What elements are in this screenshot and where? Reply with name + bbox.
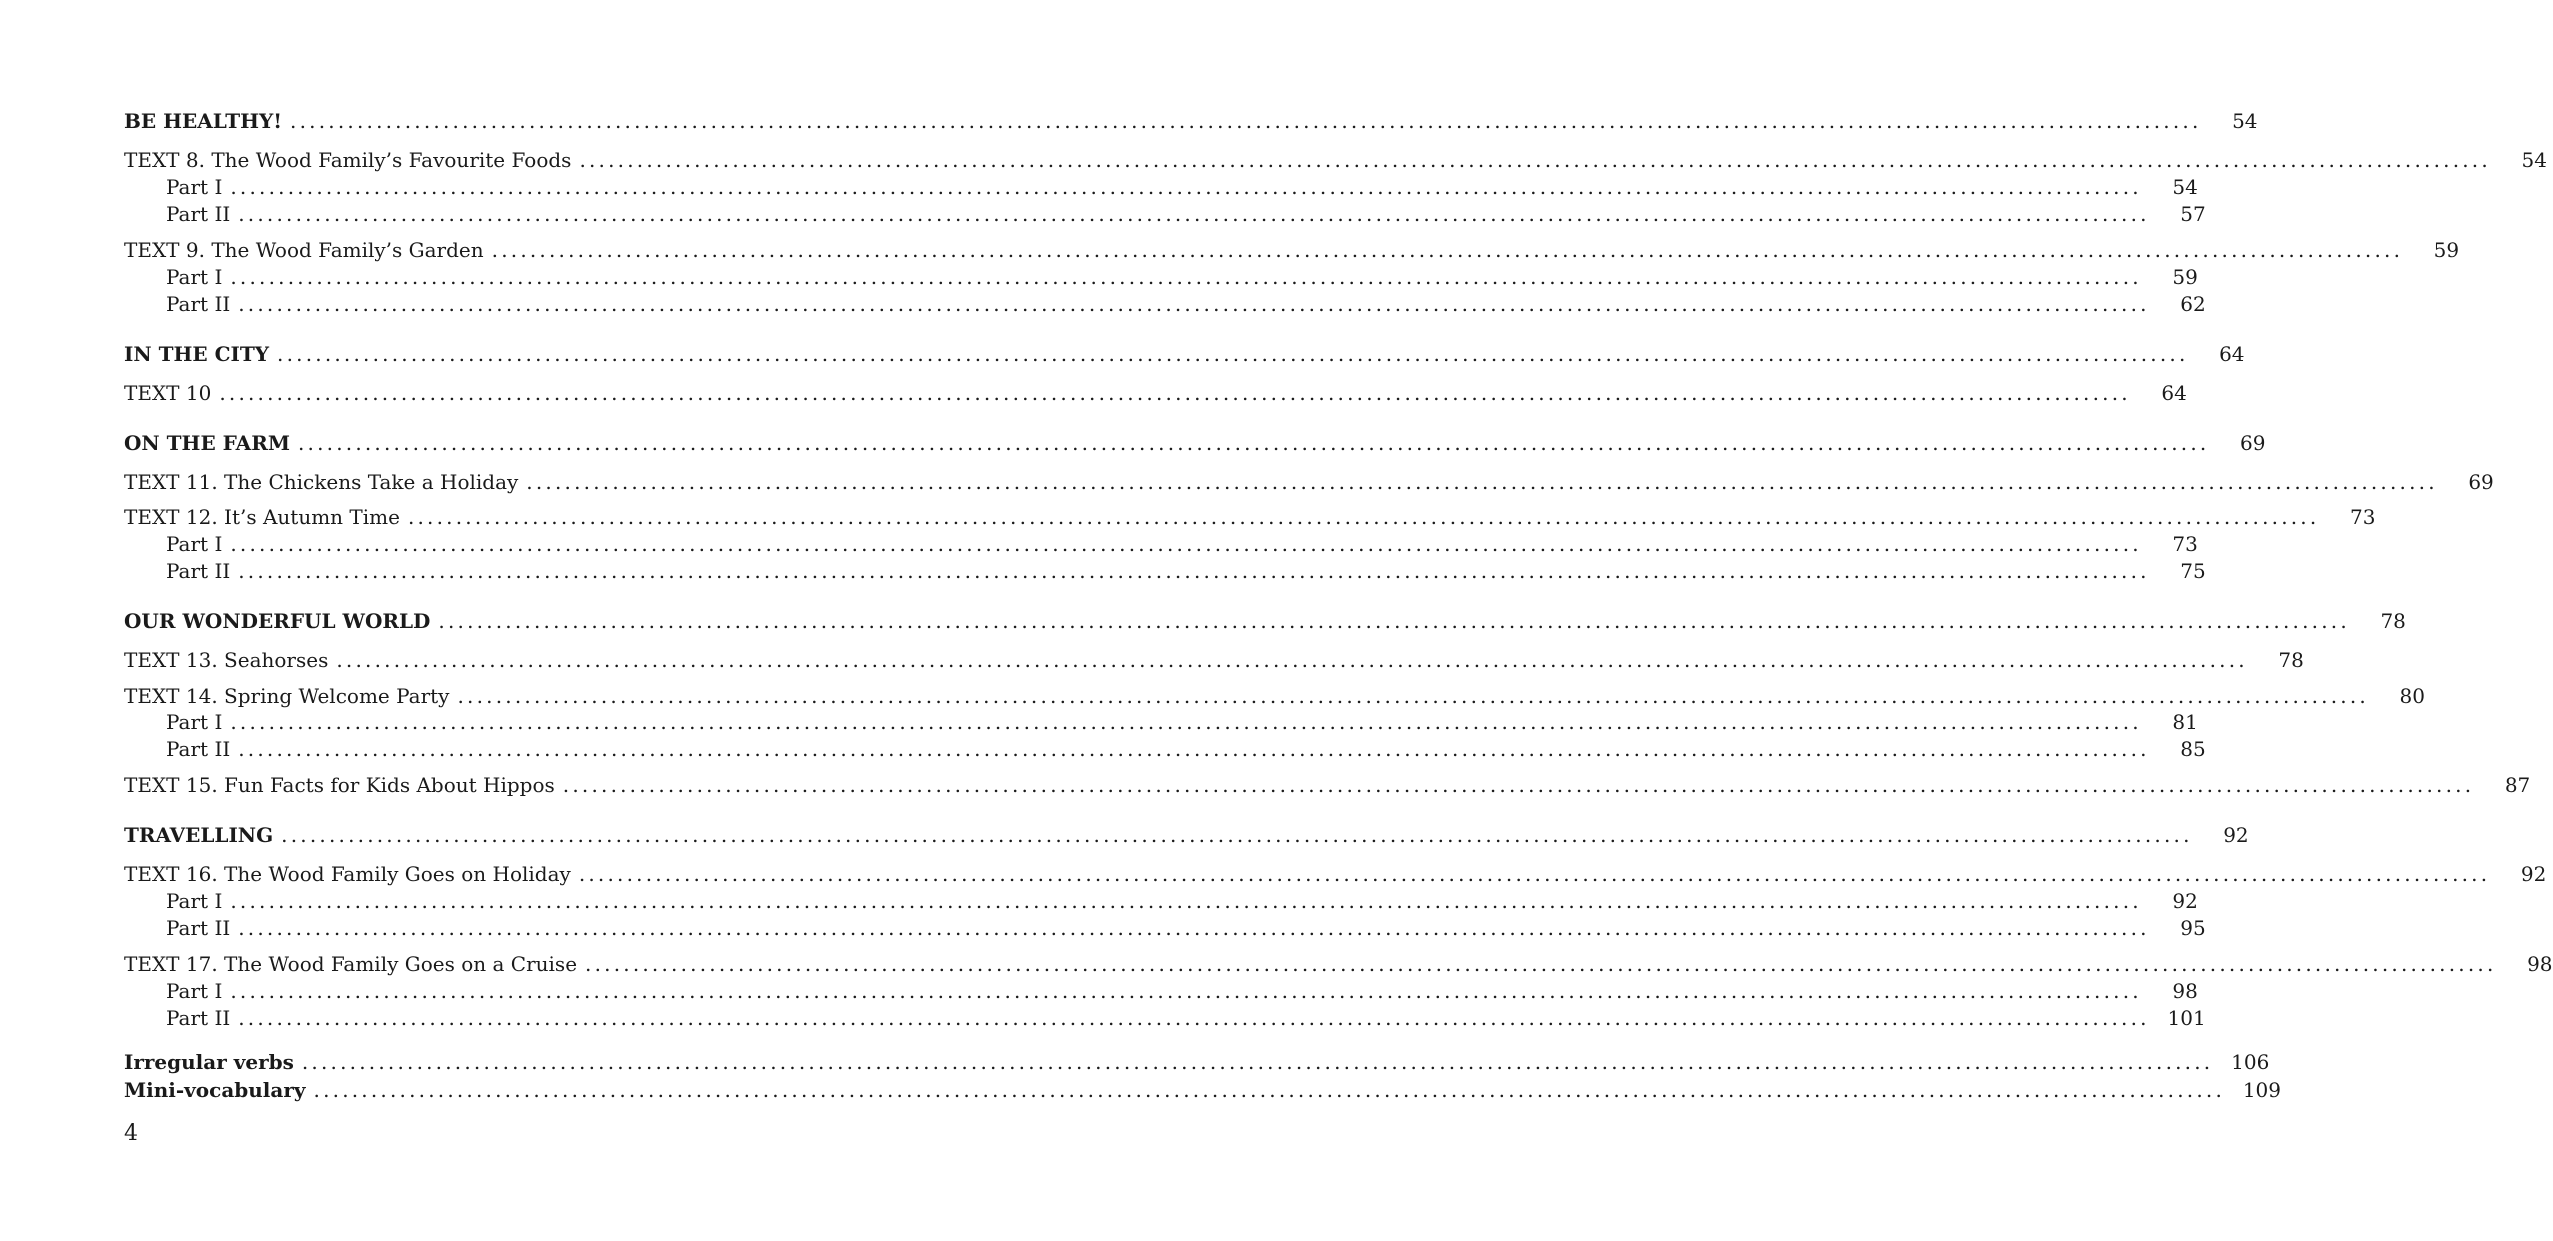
toc-entry[interactable] <box>124 237 2460 263</box>
leader-dots: ........................................................................................................................................................................................................ <box>238 916 2150 940</box>
toc-entry-label: TRAVELLING <box>124 823 274 847</box>
toc-entry-page: 64 <box>2161 381 2187 405</box>
toc-entry[interactable] <box>124 822 2249 848</box>
toc-entry-label: TEXT 13. Seahorses <box>124 648 329 672</box>
toc-entry-page: 69 <box>2468 470 2494 494</box>
leader-dots: ........................................................................................................................................................................................................ <box>230 532 2142 556</box>
toc-entry-page: 57 <box>2180 202 2206 226</box>
leader-dots: ........................................................................................................................................................................................................ <box>238 559 2150 583</box>
leader-dots: ........................................................................................................................................................................................................ <box>230 889 2142 913</box>
leader-dots: ........................................................................................................................................................................................................ <box>290 109 2202 133</box>
toc-entry-page: 59 <box>2433 238 2460 262</box>
toc-entry[interactable] <box>124 430 2266 456</box>
toc-entry-page: 92 <box>2172 889 2198 913</box>
toc-entry[interactable] <box>124 1005 2206 1031</box>
toc-entry-page: 59 <box>2172 265 2198 289</box>
leader-dots: ........................................................................................................................................................................................................ <box>336 648 2248 672</box>
toc-entry-label: TEXT 11. The Chickens Take a Holiday <box>124 470 519 494</box>
toc-entry[interactable] <box>124 264 2198 290</box>
toc-entry[interactable] <box>124 201 2206 227</box>
table-of-contents <box>124 0 2553 1241</box>
toc-entry[interactable] <box>124 341 2245 367</box>
toc-entry-label: Part II <box>166 202 231 226</box>
toc-entry-label: Mini-vocabulary <box>124 1078 306 1102</box>
toc-entry-page: 69 <box>2240 431 2266 455</box>
toc-entry-page: 92 <box>2520 862 2547 886</box>
toc-entry-label: Part II <box>166 559 231 583</box>
toc-entry-label: TEXT 17. The Wood Family Goes on a Cruise <box>124 952 578 976</box>
toc-entry[interactable] <box>124 736 2206 762</box>
toc-entry[interactable] <box>124 504 2376 530</box>
toc-entry[interactable] <box>124 683 2425 709</box>
toc-entry-label: Part I <box>166 710 223 734</box>
toc-entry[interactable] <box>124 978 2198 1004</box>
toc-entry-page: 101 <box>2167 1006 2206 1030</box>
toc-entry-page: 54 <box>2232 109 2258 133</box>
toc-entry-label: Part I <box>166 889 223 913</box>
toc-entry-page: 95 <box>2180 916 2206 940</box>
leader-dots: ........................................................................................................................................................................................................ <box>230 175 2142 199</box>
toc-entry-page: 92 <box>2223 823 2249 847</box>
toc-entry-label: ON THE FARM <box>124 431 290 455</box>
leader-dots: ........................................................................................................................................................................................................ <box>578 862 2491 886</box>
leader-dots: ........................................................................................................................................................................................................ <box>438 609 2350 633</box>
toc-entry-page: 78 <box>2380 609 2406 633</box>
toc-entry-label: OUR WONDERFUL WORLD <box>124 609 431 633</box>
leader-dots: ........................................................................................................................................................................................................ <box>297 431 2210 455</box>
toc-entry[interactable] <box>124 108 2258 134</box>
toc-entry-page: 64 <box>2219 342 2245 366</box>
toc-entry[interactable] <box>124 861 2547 887</box>
leader-dots: ........................................................................................................................................................................................................ <box>230 710 2142 734</box>
leader-dots: ........................................................................................................................................................................................................ <box>230 979 2142 1003</box>
leader-dots: ........................................................................................................................................................................................................ <box>230 265 2142 289</box>
toc-entry-label: TEXT 8. The Wood Family’s Favourite Foods <box>124 148 572 172</box>
toc-entry[interactable] <box>124 558 2206 584</box>
toc-entry-page: 78 <box>2278 648 2304 672</box>
toc-entry[interactable] <box>124 174 2198 200</box>
leader-dots: ........................................................................................................................................................................................................ <box>238 737 2150 761</box>
toc-entry-page: 98 <box>2527 952 2553 976</box>
toc-entry[interactable] <box>124 608 2406 634</box>
toc-entry[interactable] <box>124 647 2304 673</box>
toc-entry-label: Part I <box>166 265 223 289</box>
toc-entry-label: Part I <box>166 175 223 199</box>
leader-dots: ........................................................................................................................................................................................................ <box>407 505 2320 529</box>
leader-dots: ........................................................................................................................................................................................................ <box>313 1078 2225 1102</box>
toc-entry[interactable] <box>124 1077 2281 1103</box>
leader-dots: ........................................................................................................................................................................................................ <box>457 684 2369 708</box>
toc-entry-label: TEXT 14. Spring Welcome Party <box>124 684 450 708</box>
toc-entry-label: TEXT 16. The Wood Family Goes on Holiday <box>124 862 571 886</box>
toc-entry-page: 73 <box>2172 532 2198 556</box>
leader-dots: ........................................................................................................................................................................................................ <box>579 148 2491 172</box>
toc-entry-label: Part II <box>166 1006 231 1030</box>
toc-entry-page: 75 <box>2180 559 2206 583</box>
toc-entry-page: 109 <box>2242 1078 2281 1102</box>
toc-entry[interactable] <box>124 888 2198 914</box>
toc-entry[interactable] <box>124 1049 2270 1075</box>
toc-entry-label: TEXT 10 <box>124 381 212 405</box>
toc-entry-page: 81 <box>2172 710 2198 734</box>
toc-entry-label: BE HEALTHY! <box>124 109 283 133</box>
leader-dots: ........................................................................................................................................................................................................ <box>238 292 2150 316</box>
toc-entry-label: Part I <box>166 979 223 1003</box>
toc-entry[interactable] <box>124 772 2531 798</box>
toc-entry-label: Part I <box>166 532 223 556</box>
toc-entry-label: Part II <box>166 292 231 316</box>
toc-entry-page: 54 <box>2521 148 2547 172</box>
toc-entry-label: IN THE CITY <box>124 342 270 366</box>
toc-entry-label: Irregular verbs <box>124 1050 294 1074</box>
leader-dots: ........................................................................................................................................................................................................ <box>526 470 2438 494</box>
toc-entry-label: Part II <box>166 916 231 940</box>
leader-dots: ........................................................................................................................................................................................................ <box>301 1050 2214 1074</box>
leader-dots: ........................................................................................................................................................................................................ <box>491 238 2404 262</box>
toc-entry-page: 85 <box>2180 737 2206 761</box>
toc-entry[interactable] <box>124 709 2198 735</box>
toc-entry-page: 87 <box>2504 773 2531 797</box>
leader-dots: ........................................................................................................................................................................................................ <box>238 1006 2150 1030</box>
leader-dots: ........................................................................................................................................................................................................ <box>585 952 2497 976</box>
toc-entry[interactable] <box>124 469 2494 495</box>
toc-entry-page: 62 <box>2180 292 2206 316</box>
toc-entry-label: TEXT 12. It’s Autumn Time <box>124 505 400 529</box>
leader-dots: ........................................................................................................................................................................................................ <box>281 823 2193 847</box>
toc-entry-page: 98 <box>2172 979 2198 1003</box>
toc-entry-label: TEXT 9. The Wood Family’s Garden <box>124 238 484 262</box>
toc-entry-label: TEXT 15. Fun Facts for Kids About Hippos <box>124 773 555 797</box>
leader-dots: ........................................................................................................................................................................................................ <box>219 381 2131 405</box>
toc-entry[interactable] <box>124 380 2187 406</box>
toc-entry[interactable] <box>124 291 2206 317</box>
toc-entry-page: 54 <box>2172 175 2198 199</box>
toc-entry[interactable] <box>124 915 2206 941</box>
leader-dots: ........................................................................................................................................................................................................ <box>238 202 2150 226</box>
toc-entry[interactable] <box>124 147 2547 173</box>
toc-entry[interactable] <box>124 531 2198 557</box>
toc-entry-page: 106 <box>2231 1050 2270 1074</box>
toc-entry-page: 80 <box>2399 684 2425 708</box>
leader-dots: ........................................................................................................................................................................................................ <box>562 773 2475 797</box>
toc-entry-label: Part II <box>166 737 231 761</box>
page-number: 4 <box>124 1121 138 1146</box>
toc-entry-page: 73 <box>2349 505 2376 529</box>
leader-dots: ........................................................................................................................................................................................................ <box>277 342 2189 366</box>
toc-entry[interactable] <box>124 951 2553 977</box>
